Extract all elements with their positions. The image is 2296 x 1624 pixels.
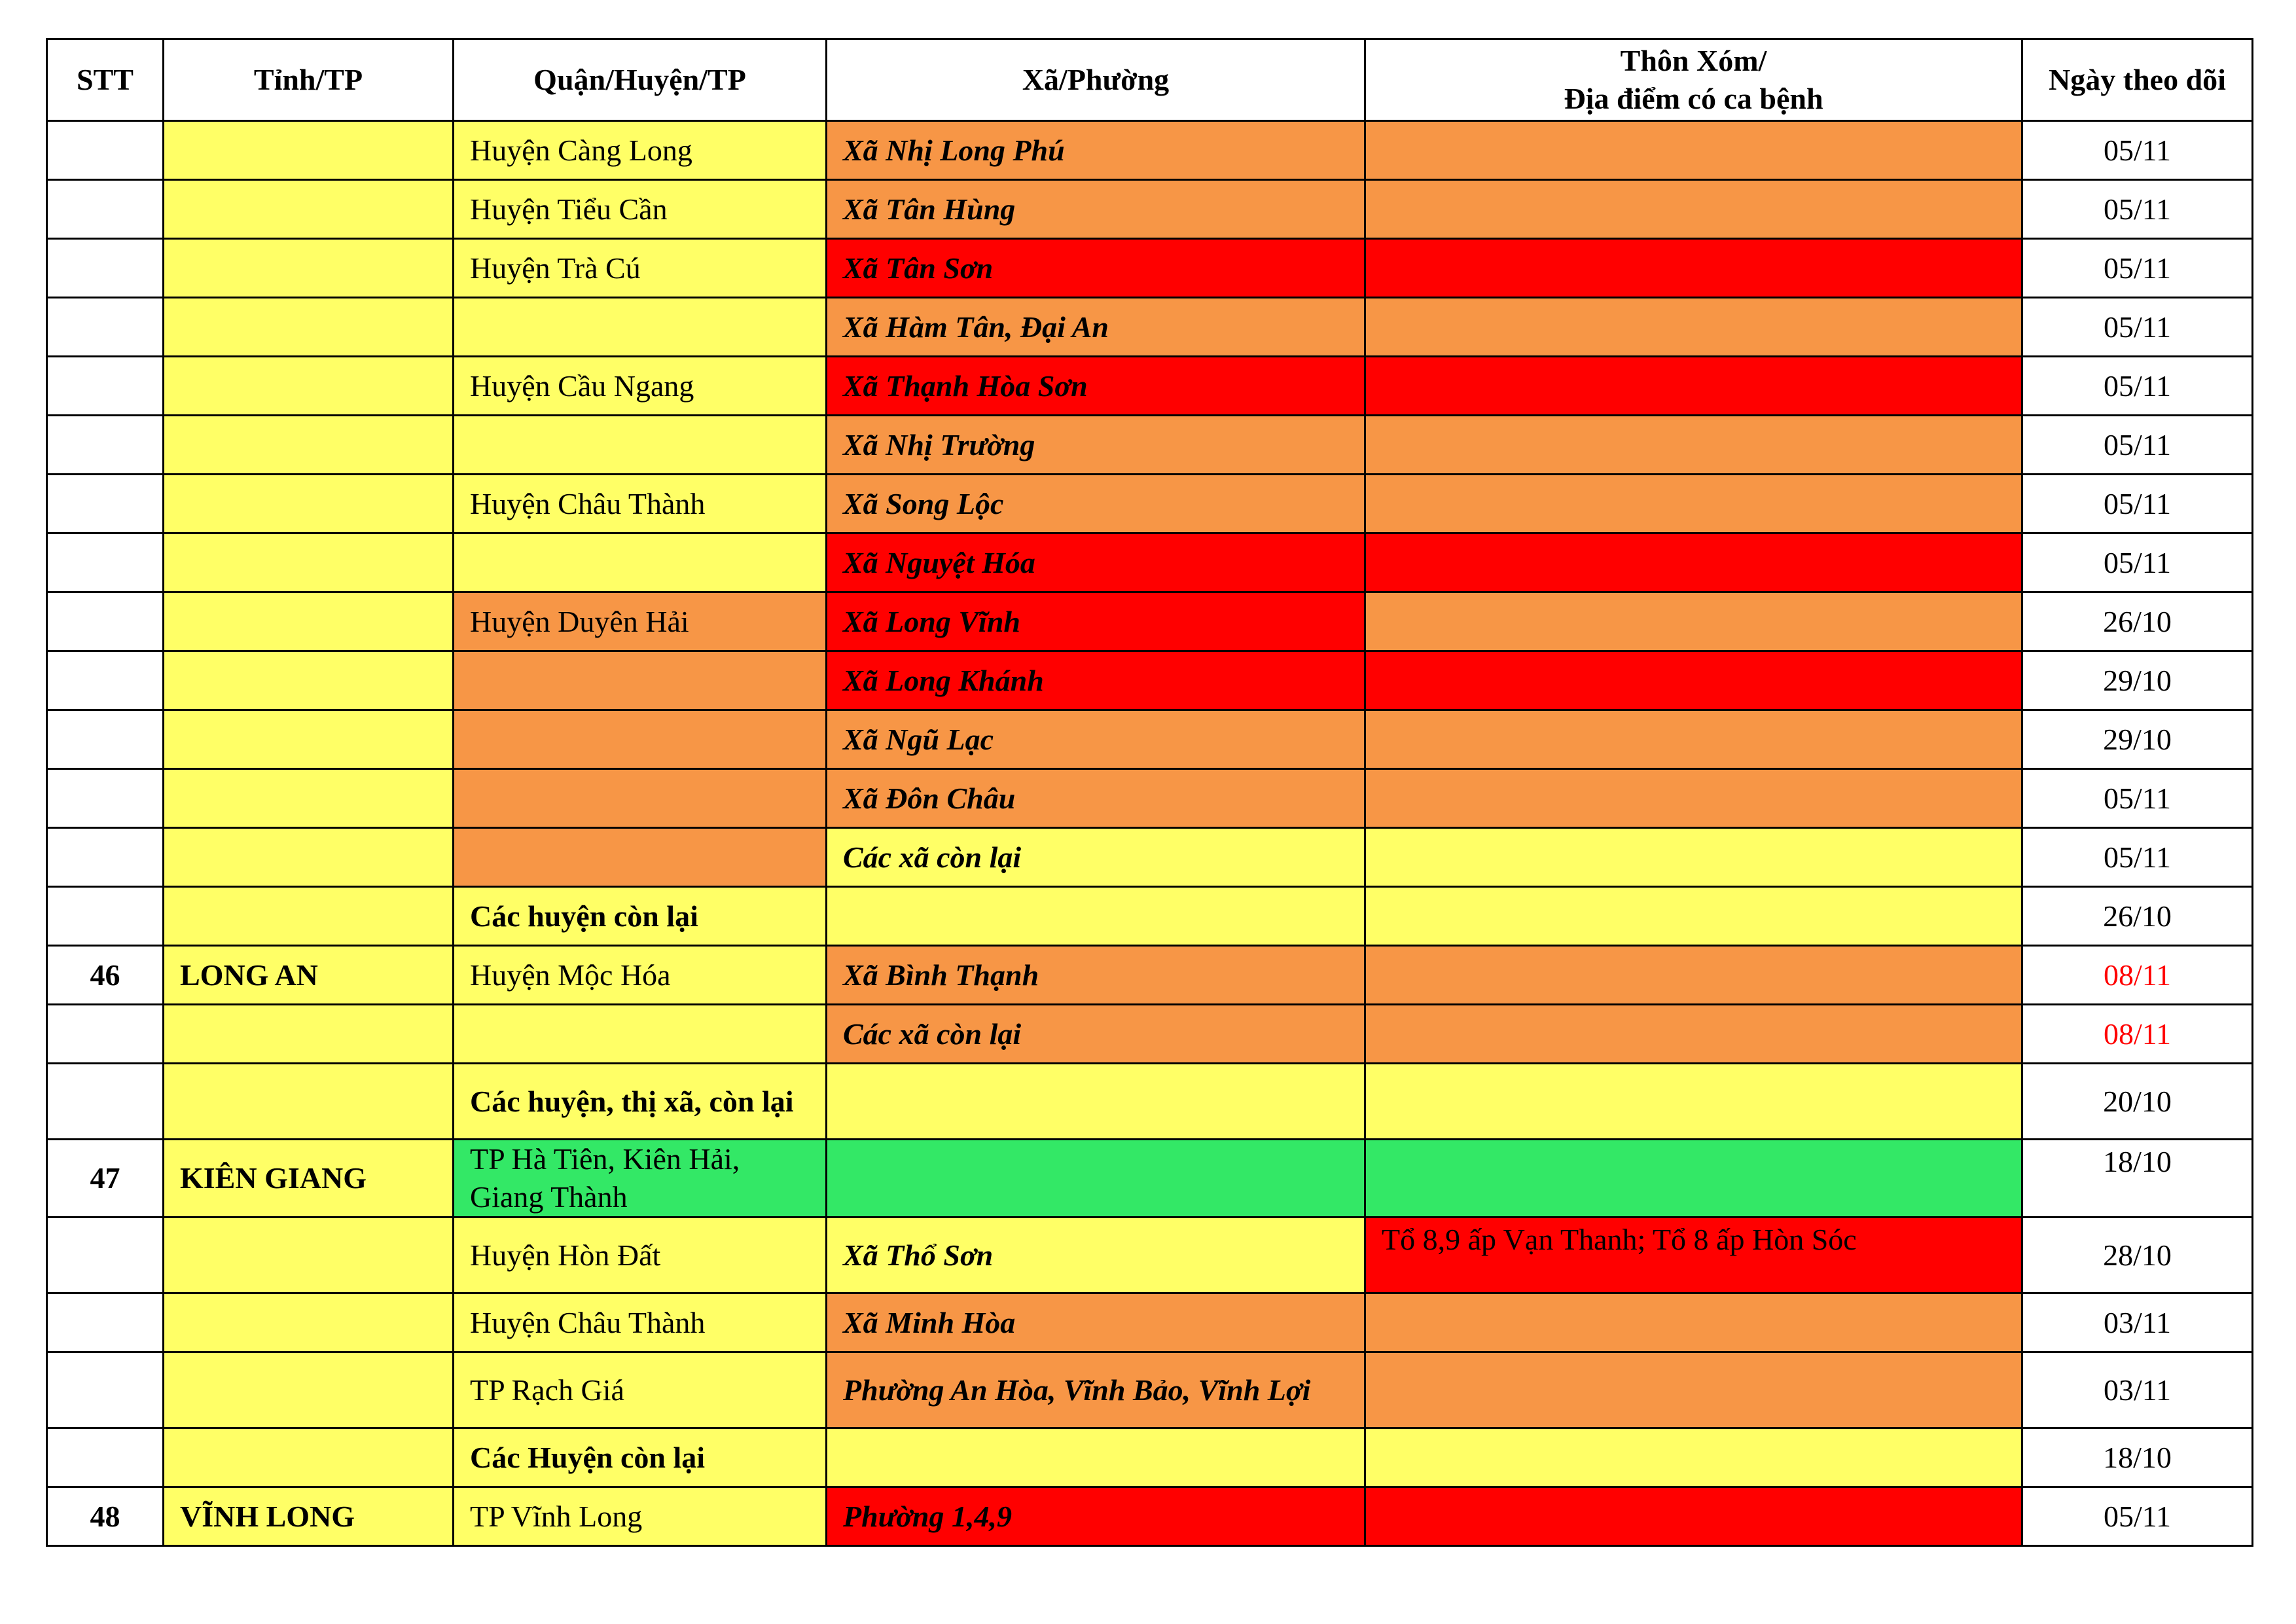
table-row <box>47 180 2253 239</box>
cell-ward <box>827 1064 1365 1140</box>
cell-date: 05/11 <box>2022 121 2253 180</box>
cell-ward: Phường An Hòa, Vĩnh Bảo, Vĩnh Lợi <box>827 1352 1365 1428</box>
cell-district: Huyện Càng Long <box>454 121 827 180</box>
table-row <box>47 475 2253 533</box>
header-stt: STT <box>47 39 164 121</box>
cell-province <box>164 710 454 769</box>
cell-stt <box>47 1064 164 1140</box>
cell-province <box>164 121 454 180</box>
cell-province <box>164 533 454 592</box>
table-row <box>47 769 2253 828</box>
header-province: Tỉnh/TP <box>164 39 454 121</box>
cell-date: 29/10 <box>2022 651 2253 710</box>
cell-ward: Các xã còn lại <box>827 828 1365 887</box>
cell-ward: Xã Tân Sơn <box>827 239 1365 298</box>
cell-province <box>164 239 454 298</box>
cell-province <box>164 887 454 946</box>
cell-date: 18/10 <box>2022 1428 2253 1487</box>
table-row <box>47 946 2253 1005</box>
cell-district: TP Rạch Giá <box>454 1352 827 1428</box>
cell-province <box>164 357 454 416</box>
cell-district: Các Huyện còn lại <box>454 1428 827 1487</box>
cell-district <box>454 710 827 769</box>
cell-district <box>454 1005 827 1064</box>
cell-date: 29/10 <box>2022 710 2253 769</box>
cell-stt <box>47 1352 164 1428</box>
cell-province <box>164 416 454 475</box>
table-row <box>47 710 2253 769</box>
cell-hamlet <box>1365 1293 2022 1352</box>
cell-ward: Phường 1,4,9 <box>827 1487 1365 1546</box>
cell-date: 03/11 <box>2022 1293 2253 1352</box>
cell-ward: Xã Tân Hùng <box>827 180 1365 239</box>
cell-province <box>164 1352 454 1428</box>
cell-province <box>164 298 454 357</box>
cell-ward <box>827 887 1365 946</box>
cell-hamlet <box>1365 651 2022 710</box>
cell-stt <box>47 416 164 475</box>
cell-ward: Xã Nhị Long Phú <box>827 121 1365 180</box>
cell-province: KIÊN GIANG <box>164 1140 454 1218</box>
cell-ward: Xã Đôn Châu <box>827 769 1365 828</box>
cell-district: Huyện Duyên Hải <box>454 592 827 651</box>
table-row <box>47 828 2253 887</box>
cell-stt <box>47 298 164 357</box>
cell-district: Huyện Hòn Đất <box>454 1218 827 1293</box>
cell-date: 05/11 <box>2022 416 2253 475</box>
risk-level-table <box>46 38 2253 1547</box>
table-row <box>47 239 2253 298</box>
cell-hamlet: Tổ 8,9 ấp Vạn Thanh; Tổ 8 ấp Hòn Sóc <box>1365 1218 2022 1293</box>
table-row <box>47 121 2253 180</box>
cell-hamlet <box>1365 592 2022 651</box>
cell-province <box>164 1293 454 1352</box>
cell-date: 18/10 <box>2022 1140 2253 1218</box>
cell-district: Huyện Mộc Hóa <box>454 946 827 1005</box>
cell-hamlet <box>1365 946 2022 1005</box>
cell-province <box>164 1005 454 1064</box>
cell-district <box>454 416 827 475</box>
cell-district <box>454 769 827 828</box>
cell-province <box>164 1218 454 1293</box>
cell-hamlet <box>1365 1487 2022 1546</box>
table-row <box>47 1352 2253 1428</box>
table-row <box>47 651 2253 710</box>
cell-ward: Xã Long Khánh <box>827 651 1365 710</box>
cell-ward <box>827 1140 1365 1218</box>
table-row <box>47 1218 2253 1293</box>
cell-stt <box>47 1293 164 1352</box>
cell-ward <box>827 1428 1365 1487</box>
table-row <box>47 533 2253 592</box>
cell-ward: Xã Minh Hòa <box>827 1293 1365 1352</box>
cell-province <box>164 1064 454 1140</box>
table-row <box>47 416 2253 475</box>
cell-stt <box>47 769 164 828</box>
cell-hamlet <box>1365 1140 2022 1218</box>
cell-stt <box>47 592 164 651</box>
cell-ward: Xã Hàm Tân, Đại An <box>827 298 1365 357</box>
cell-province <box>164 1428 454 1487</box>
cell-district <box>454 533 827 592</box>
cell-ward: Xã Ngũ Lạc <box>827 710 1365 769</box>
cell-date: 03/11 <box>2022 1352 2253 1428</box>
risk-table-sheet <box>46 38 2251 1547</box>
header-hamlet-line1: Thôn Xóm/ <box>1620 44 1767 77</box>
cell-date: 05/11 <box>2022 298 2253 357</box>
header-row <box>47 39 2253 121</box>
cell-district: Huyện Trà Cú <box>454 239 827 298</box>
cell-stt <box>47 887 164 946</box>
cell-province: LONG AN <box>164 946 454 1005</box>
cell-district <box>454 651 827 710</box>
cell-hamlet <box>1365 475 2022 533</box>
cell-hamlet <box>1365 1005 2022 1064</box>
cell-ward: Xã Thổ Sơn <box>827 1218 1365 1293</box>
cell-province <box>164 475 454 533</box>
table-row <box>47 887 2253 946</box>
cell-date: 26/10 <box>2022 592 2253 651</box>
cell-hamlet <box>1365 1428 2022 1487</box>
cell-ward: Xã Nguyệt Hóa <box>827 533 1365 592</box>
cell-stt <box>47 121 164 180</box>
cell-district: Huyện Tiểu Cần <box>454 180 827 239</box>
cell-stt <box>47 357 164 416</box>
cell-hamlet <box>1365 298 2022 357</box>
cell-hamlet <box>1365 828 2022 887</box>
cell-district: TP Vĩnh Long <box>454 1487 827 1546</box>
cell-hamlet <box>1365 239 2022 298</box>
cell-ward: Xã Long Vĩnh <box>827 592 1365 651</box>
cell-district: Các huyện, thị xã, còn lại <box>454 1064 827 1140</box>
cell-date: 05/11 <box>2022 533 2253 592</box>
cell-date: 05/11 <box>2022 357 2253 416</box>
cell-stt <box>47 828 164 887</box>
cell-province: VĨNH LONG <box>164 1487 454 1546</box>
cell-district: Huyện Cầu Ngang <box>454 357 827 416</box>
table-row <box>47 298 2253 357</box>
cell-date: 08/11 <box>2022 946 2253 1005</box>
cell-district <box>454 298 827 357</box>
cell-stt <box>47 475 164 533</box>
header-hamlet <box>1365 39 2022 121</box>
cell-hamlet <box>1365 1064 2022 1140</box>
cell-ward: Các xã còn lại <box>827 1005 1365 1064</box>
cell-hamlet <box>1365 1352 2022 1428</box>
table-row <box>47 357 2253 416</box>
cell-ward: Xã Thạnh Hòa Sơn <box>827 357 1365 416</box>
header-hamlet-line2: Địa điểm có ca bệnh <box>1564 82 1823 115</box>
cell-stt <box>47 710 164 769</box>
cell-district: Huyện Châu Thành <box>454 1293 827 1352</box>
cell-stt <box>47 239 164 298</box>
cell-date: 05/11 <box>2022 1487 2253 1546</box>
cell-stt: 47 <box>47 1140 164 1218</box>
cell-district: TP Hà Tiên, Kiên Hải, Giang Thành <box>454 1140 827 1218</box>
cell-stt: 48 <box>47 1487 164 1546</box>
table-row <box>47 592 2253 651</box>
cell-date: 05/11 <box>2022 475 2253 533</box>
cell-stt <box>47 651 164 710</box>
cell-hamlet <box>1365 533 2022 592</box>
cell-province <box>164 592 454 651</box>
table-row <box>47 1005 2253 1064</box>
table-row <box>47 1064 2253 1140</box>
cell-stt <box>47 1218 164 1293</box>
cell-stt <box>47 533 164 592</box>
header-date: Ngày theo dõi <box>2022 39 2253 121</box>
table-row <box>47 1140 2253 1218</box>
cell-ward: Xã Song Lộc <box>827 475 1365 533</box>
cell-hamlet <box>1365 416 2022 475</box>
cell-province <box>164 180 454 239</box>
cell-date: 26/10 <box>2022 887 2253 946</box>
table-row <box>47 1428 2253 1487</box>
cell-district <box>454 828 827 887</box>
cell-stt <box>47 1005 164 1064</box>
header-district: Quận/Huyện/TP <box>454 39 827 121</box>
cell-district: Các huyện còn lại <box>454 887 827 946</box>
cell-date: 05/11 <box>2022 180 2253 239</box>
header-ward: Xã/Phường <box>827 39 1365 121</box>
cell-hamlet <box>1365 710 2022 769</box>
cell-province <box>164 828 454 887</box>
cell-ward: Xã Nhị Trường <box>827 416 1365 475</box>
cell-hamlet <box>1365 180 2022 239</box>
cell-stt: 46 <box>47 946 164 1005</box>
table-row <box>47 1293 2253 1352</box>
cell-date: 05/11 <box>2022 828 2253 887</box>
cell-date: 20/10 <box>2022 1064 2253 1140</box>
cell-date: 28/10 <box>2022 1218 2253 1293</box>
cell-district: Huyện Châu Thành <box>454 475 827 533</box>
cell-date: 05/11 <box>2022 769 2253 828</box>
table-row <box>47 1487 2253 1546</box>
cell-province <box>164 769 454 828</box>
cell-date: 05/11 <box>2022 239 2253 298</box>
cell-hamlet <box>1365 121 2022 180</box>
cell-hamlet <box>1365 887 2022 946</box>
cell-hamlet <box>1365 357 2022 416</box>
cell-hamlet <box>1365 769 2022 828</box>
cell-date: 08/11 <box>2022 1005 2253 1064</box>
cell-stt <box>47 180 164 239</box>
cell-province <box>164 651 454 710</box>
cell-stt <box>47 1428 164 1487</box>
cell-ward: Xã Bình Thạnh <box>827 946 1365 1005</box>
